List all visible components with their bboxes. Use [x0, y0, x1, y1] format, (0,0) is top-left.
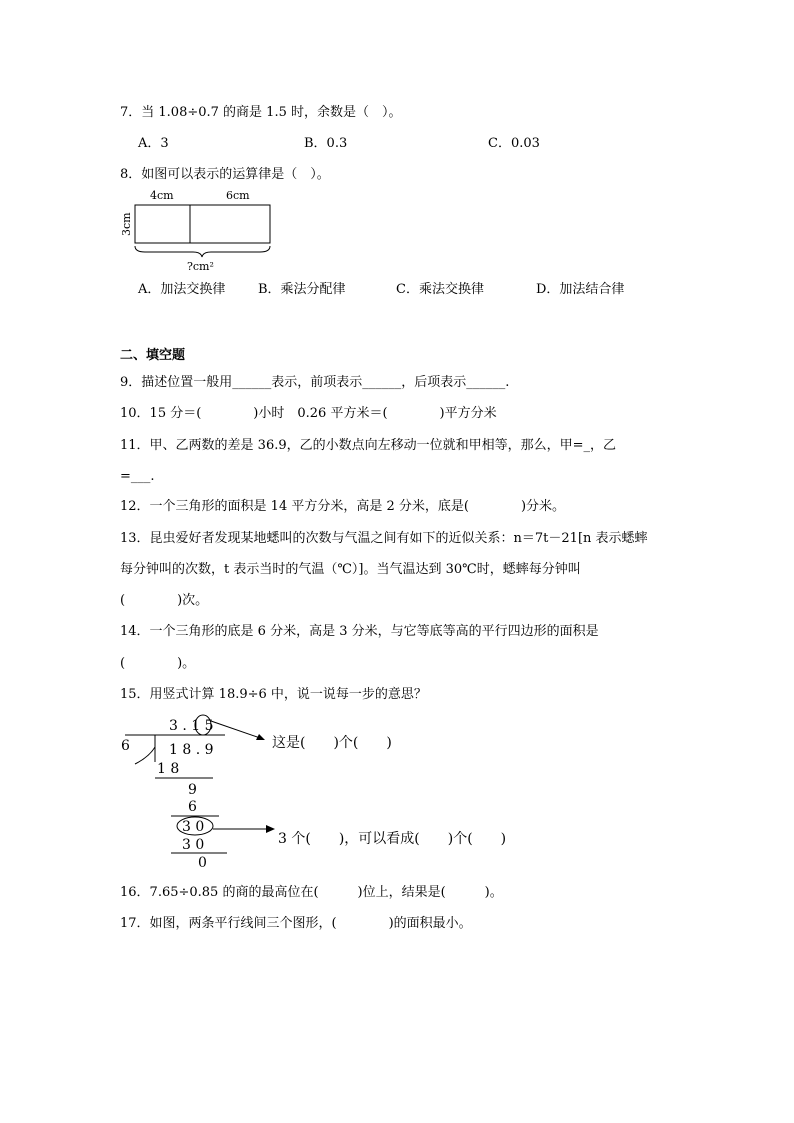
question-13-line-2: 每分钟叫的次数，t 表示当时的气温（℃）]。当气温达到 30℃时，蟋蟀每分钟叫	[120, 562, 581, 577]
question-7: 7．当 1.08÷0.7 的商是 1.5 时，余数是（ ）。	[120, 105, 402, 120]
question-11-line-2: =___.	[120, 469, 155, 484]
q8-option-b: B．乘法分配律	[258, 282, 346, 297]
q8-label-area: ?cm²	[187, 260, 214, 273]
question-14-line-1: 14．一个三角形的底是 6 分米，高是 3 分米，与它等底等高的平行四边形的面积是	[120, 624, 599, 639]
question-15: 15．用竖式计算 18.9÷6 中，说一说每一步的意思？	[120, 687, 427, 702]
q15-note-2: 3 个( )，可以看成( )个( )	[278, 831, 507, 847]
division-row-4: 3 0	[182, 819, 205, 835]
question-17: 17．如图，两条平行线间三个图形，( )的面积最小。	[120, 916, 472, 931]
q8-option-c: C．乘法交换律	[396, 282, 484, 297]
division-row-2: 9	[188, 782, 197, 798]
question-11-line-1: 11．甲、乙两数的差是 36.9，乙的小数点向左移动一位就和甲相等，那么，甲=_，乙	[120, 438, 617, 453]
q8-outer-rectangle	[135, 205, 270, 243]
division-quotient: 3 . 1 5	[169, 718, 214, 734]
q8-label-6cm: 6cm	[226, 189, 250, 202]
division-row-3: 6	[188, 799, 197, 815]
q8-rectangle-figure	[115, 186, 285, 276]
q8-label-4cm: 4cm	[150, 189, 174, 202]
q8-label-3cm: 3cm	[120, 212, 133, 236]
division-row-6: 0	[198, 855, 207, 871]
q8-option-d: D．加法结合律	[536, 282, 625, 297]
division-row-5: 3 0	[182, 837, 205, 853]
q15-long-division-figure	[115, 712, 555, 872]
question-13-line-3: ( )次。	[120, 593, 209, 608]
q8-brace	[135, 246, 270, 257]
division-divisor: 6	[121, 738, 130, 754]
question-8: 8．如图可以表示的运算律是（ ）。	[120, 167, 330, 182]
question-12: 12．一个三角形的面积是 14 平方分米，高是 2 分米，底是( )分米。	[120, 499, 566, 514]
question-14-line-2: ( )。	[120, 656, 196, 671]
division-row-1: 1 8	[157, 761, 180, 777]
arrow-2-head	[266, 825, 275, 833]
q15-note-1: 这是( )个( )	[272, 735, 392, 751]
division-dividend: 1 8 . 9	[169, 742, 214, 758]
q7-option-b: B．0.3	[304, 136, 348, 151]
q7-option-a: A．3	[138, 136, 169, 151]
question-16: 16．7.65÷0.85 的商的最高位在( )位上，结果是( )。	[120, 885, 503, 900]
q7-option-c: C．0.03	[488, 136, 540, 151]
question-10: 10．15 分＝( )小时 0.26 平方米＝( )平方分米	[120, 406, 497, 421]
question-9: 9．描述位置一般用______表示，前项表示______，后项表示______.	[120, 375, 510, 390]
question-13-line-1: 13．昆虫爱好者发现某地蟋叫的次数与气温之间有如下的近似关系：n＝7t－21[n 表示蟋蟀	[120, 531, 648, 546]
arrow-1-shaft	[211, 721, 263, 739]
q8-option-a: A．加法交换律	[138, 282, 226, 297]
section-2-title: 二、填空题	[120, 348, 186, 363]
